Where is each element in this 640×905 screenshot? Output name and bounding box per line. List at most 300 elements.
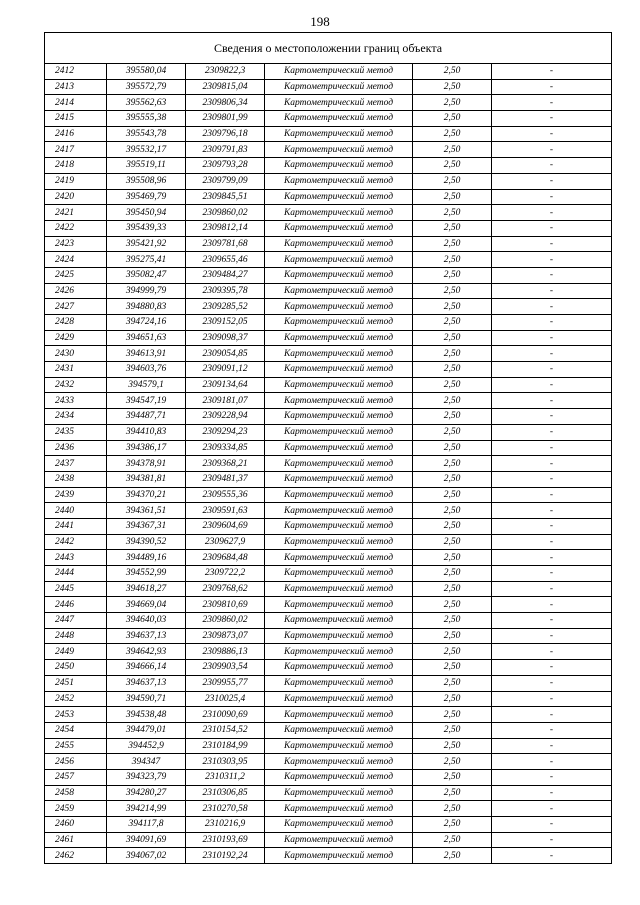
coordinate-y-cell: 2309796,18 xyxy=(186,126,265,142)
description-cell: - xyxy=(492,817,612,833)
coordinate-y-cell: 2309655,46 xyxy=(186,252,265,268)
description-cell: - xyxy=(492,722,612,738)
method-cell: Картометрический метод xyxy=(265,769,413,785)
description-cell: - xyxy=(492,315,612,331)
point-number-cell: 2424 xyxy=(45,252,107,268)
method-cell: Картометрический метод xyxy=(265,471,413,487)
description-cell: - xyxy=(492,754,612,770)
method-cell: Картометрический метод xyxy=(265,456,413,472)
coordinate-x-cell: 394489,16 xyxy=(107,550,186,566)
point-number-cell: 2437 xyxy=(45,456,107,472)
description-cell: - xyxy=(492,848,612,863)
method-cell: Картометрический метод xyxy=(265,581,413,597)
method-cell: Картометрический метод xyxy=(265,817,413,833)
table-row xyxy=(45,205,611,221)
description-cell: - xyxy=(492,220,612,236)
description-cell: - xyxy=(492,628,612,644)
method-cell: Картометрический метод xyxy=(265,707,413,723)
accuracy-cell: 2,50 xyxy=(413,848,492,863)
coordinate-y-cell: 2310025,4 xyxy=(186,691,265,707)
table-row xyxy=(45,283,611,299)
method-cell: Картометрический метод xyxy=(265,252,413,268)
point-number-cell: 2422 xyxy=(45,220,107,236)
accuracy-cell: 2,50 xyxy=(413,644,492,660)
accuracy-cell: 2,50 xyxy=(413,220,492,236)
description-cell: - xyxy=(492,769,612,785)
point-number-cell: 2447 xyxy=(45,613,107,629)
accuracy-cell: 2,50 xyxy=(413,205,492,221)
method-cell: Картометрический метод xyxy=(265,534,413,550)
accuracy-cell: 2,50 xyxy=(413,660,492,676)
coordinate-y-cell: 2309181,07 xyxy=(186,393,265,409)
coordinate-y-cell: 2309810,69 xyxy=(186,597,265,613)
coordinate-y-cell: 2309791,83 xyxy=(186,142,265,158)
coordinate-x-cell: 394323,79 xyxy=(107,769,186,785)
coordinate-y-cell: 2309860,02 xyxy=(186,205,265,221)
description-cell: - xyxy=(492,362,612,378)
method-cell: Картометрический метод xyxy=(265,487,413,503)
description-cell: - xyxy=(492,95,612,111)
point-number-cell: 2421 xyxy=(45,205,107,221)
point-number-cell: 2414 xyxy=(45,95,107,111)
coordinate-y-cell: 2309228,94 xyxy=(186,409,265,425)
coordinate-x-cell: 394642,93 xyxy=(107,644,186,660)
description-cell: - xyxy=(492,189,612,205)
coordinate-x-cell: 394651,63 xyxy=(107,330,186,346)
accuracy-cell: 2,50 xyxy=(413,424,492,440)
boundary-table-frame xyxy=(44,32,612,864)
method-cell: Картометрический метод xyxy=(265,691,413,707)
table-row xyxy=(45,330,611,346)
description-cell: - xyxy=(492,660,612,676)
coordinate-x-cell: 394378,91 xyxy=(107,456,186,472)
table-row xyxy=(45,456,611,472)
accuracy-cell: 2,50 xyxy=(413,95,492,111)
coordinate-x-cell: 394381,81 xyxy=(107,471,186,487)
accuracy-cell: 2,50 xyxy=(413,613,492,629)
coordinate-x-cell: 394637,13 xyxy=(107,675,186,691)
coordinate-y-cell: 2309860,02 xyxy=(186,613,265,629)
point-number-cell: 2458 xyxy=(45,785,107,801)
point-number-cell: 2450 xyxy=(45,660,107,676)
point-number-cell: 2436 xyxy=(45,440,107,456)
coordinate-x-cell: 394091,69 xyxy=(107,832,186,848)
point-number-cell: 2431 xyxy=(45,362,107,378)
coordinate-x-cell: 394590,71 xyxy=(107,691,186,707)
accuracy-cell: 2,50 xyxy=(413,126,492,142)
method-cell: Картометрический метод xyxy=(265,283,413,299)
table-row xyxy=(45,566,611,582)
coordinate-x-cell: 395508,96 xyxy=(107,173,186,189)
description-cell: - xyxy=(492,142,612,158)
coordinate-x-cell: 394410,83 xyxy=(107,424,186,440)
point-number-cell: 2461 xyxy=(45,832,107,848)
coordinate-y-cell: 2309152,05 xyxy=(186,315,265,331)
coordinate-x-cell: 395275,41 xyxy=(107,252,186,268)
description-cell: - xyxy=(492,581,612,597)
table-row xyxy=(45,64,611,79)
description-cell: - xyxy=(492,738,612,754)
description-cell: - xyxy=(492,518,612,534)
table-row xyxy=(45,111,611,127)
coordinate-x-cell: 394552,99 xyxy=(107,566,186,582)
coordinate-y-cell: 2309334,85 xyxy=(186,440,265,456)
coordinate-y-cell: 2309873,07 xyxy=(186,628,265,644)
point-number-cell: 2412 xyxy=(45,64,107,79)
coordinate-y-cell: 2309285,52 xyxy=(186,299,265,315)
description-cell: - xyxy=(492,644,612,660)
method-cell: Картометрический метод xyxy=(265,801,413,817)
coordinate-y-cell: 2309812,14 xyxy=(186,220,265,236)
point-number-cell: 2459 xyxy=(45,801,107,817)
accuracy-cell: 2,50 xyxy=(413,393,492,409)
coordinate-x-cell: 394452,9 xyxy=(107,738,186,754)
table-row xyxy=(45,362,611,378)
coordinate-y-cell: 2310270,58 xyxy=(186,801,265,817)
table-row xyxy=(45,315,611,331)
coordinate-x-cell: 394637,13 xyxy=(107,628,186,644)
table-row xyxy=(45,189,611,205)
table-row xyxy=(45,691,611,707)
table-row xyxy=(45,79,611,95)
table-row xyxy=(45,754,611,770)
description-cell: - xyxy=(492,205,612,221)
accuracy-cell: 2,50 xyxy=(413,471,492,487)
point-number-cell: 2445 xyxy=(45,581,107,597)
point-number-cell: 2416 xyxy=(45,126,107,142)
point-number-cell: 2415 xyxy=(45,111,107,127)
method-cell: Картометрический метод xyxy=(265,440,413,456)
page-number: 198 xyxy=(310,14,330,29)
accuracy-cell: 2,50 xyxy=(413,173,492,189)
point-number-cell: 2426 xyxy=(45,283,107,299)
point-number-cell: 2457 xyxy=(45,769,107,785)
description-cell: - xyxy=(492,597,612,613)
description-cell: - xyxy=(492,283,612,299)
coordinate-x-cell: 394579,1 xyxy=(107,377,186,393)
point-number-cell: 2434 xyxy=(45,409,107,425)
accuracy-cell: 2,50 xyxy=(413,267,492,283)
description-cell: - xyxy=(492,832,612,848)
accuracy-cell: 2,50 xyxy=(413,158,492,174)
method-cell: Картометрический метод xyxy=(265,738,413,754)
point-number-cell: 2432 xyxy=(45,377,107,393)
method-cell: Картометрический метод xyxy=(265,675,413,691)
coordinate-y-cell: 2309806,34 xyxy=(186,95,265,111)
accuracy-cell: 2,50 xyxy=(413,252,492,268)
table-row xyxy=(45,722,611,738)
method-cell: Картометрический метод xyxy=(265,205,413,221)
coordinate-x-cell: 394361,51 xyxy=(107,503,186,519)
coordinate-y-cell: 2310216,9 xyxy=(186,817,265,833)
coordinate-y-cell: 2310303,95 xyxy=(186,754,265,770)
description-cell: - xyxy=(492,158,612,174)
coordinate-x-cell: 394669,04 xyxy=(107,597,186,613)
accuracy-cell: 2,50 xyxy=(413,189,492,205)
table-row xyxy=(45,393,611,409)
coordinate-x-cell: 394618,27 xyxy=(107,581,186,597)
coordinate-y-cell: 2310184,99 xyxy=(186,738,265,754)
coordinate-x-cell: 394386,17 xyxy=(107,440,186,456)
accuracy-cell: 2,50 xyxy=(413,299,492,315)
coordinate-x-cell: 394603,76 xyxy=(107,362,186,378)
coordinate-x-cell: 394367,31 xyxy=(107,518,186,534)
method-cell: Картометрический метод xyxy=(265,722,413,738)
accuracy-cell: 2,50 xyxy=(413,111,492,127)
coordinate-y-cell: 2309955,77 xyxy=(186,675,265,691)
description-cell: - xyxy=(492,409,612,425)
method-cell: Картометрический метод xyxy=(265,158,413,174)
point-number-cell: 2417 xyxy=(45,142,107,158)
description-cell: - xyxy=(492,440,612,456)
coordinate-y-cell: 2309886,13 xyxy=(186,644,265,660)
method-cell: Картометрический метод xyxy=(265,315,413,331)
description-cell: - xyxy=(492,675,612,691)
accuracy-cell: 2,50 xyxy=(413,346,492,362)
coordinate-x-cell: 394666,14 xyxy=(107,660,186,676)
description-cell: - xyxy=(492,566,612,582)
point-number-cell: 2413 xyxy=(45,79,107,95)
point-number-cell: 2418 xyxy=(45,158,107,174)
coordinate-y-cell: 2309134,64 xyxy=(186,377,265,393)
table-row xyxy=(45,518,611,534)
point-number-cell: 2429 xyxy=(45,330,107,346)
description-cell: - xyxy=(492,252,612,268)
table-row xyxy=(45,613,611,629)
table-row xyxy=(45,550,611,566)
table-row xyxy=(45,785,611,801)
coordinate-x-cell: 394479,01 xyxy=(107,722,186,738)
point-number-cell: 2462 xyxy=(45,848,107,863)
description-cell: - xyxy=(492,487,612,503)
method-cell: Картометрический метод xyxy=(265,267,413,283)
table-row xyxy=(45,487,611,503)
coordinate-x-cell: 394487,71 xyxy=(107,409,186,425)
description-cell: - xyxy=(492,691,612,707)
table-row xyxy=(45,801,611,817)
method-cell: Картометрический метод xyxy=(265,832,413,848)
point-number-cell: 2449 xyxy=(45,644,107,660)
table-row xyxy=(45,534,611,550)
method-cell: Картометрический метод xyxy=(265,173,413,189)
method-cell: Картометрический метод xyxy=(265,550,413,566)
coordinate-x-cell: 394538,48 xyxy=(107,707,186,723)
coordinate-x-cell: 394880,83 xyxy=(107,299,186,315)
accuracy-cell: 2,50 xyxy=(413,769,492,785)
table-row xyxy=(45,817,611,833)
table-row xyxy=(45,126,611,142)
description-cell: - xyxy=(492,613,612,629)
description-cell: - xyxy=(492,126,612,142)
description-cell: - xyxy=(492,785,612,801)
description-cell: - xyxy=(492,377,612,393)
table-row xyxy=(45,628,611,644)
description-cell: - xyxy=(492,267,612,283)
coordinate-x-cell: 395532,17 xyxy=(107,142,186,158)
coordinate-y-cell: 2310311,2 xyxy=(186,769,265,785)
method-cell: Картометрический метод xyxy=(265,424,413,440)
accuracy-cell: 2,50 xyxy=(413,440,492,456)
method-cell: Картометрический метод xyxy=(265,393,413,409)
table-row xyxy=(45,769,611,785)
accuracy-cell: 2,50 xyxy=(413,518,492,534)
accuracy-cell: 2,50 xyxy=(413,597,492,613)
coordinate-x-cell: 395555,38 xyxy=(107,111,186,127)
coordinate-y-cell: 2309054,85 xyxy=(186,346,265,362)
accuracy-cell: 2,50 xyxy=(413,722,492,738)
table-row xyxy=(45,346,611,362)
accuracy-cell: 2,50 xyxy=(413,362,492,378)
method-cell: Картометрический метод xyxy=(265,236,413,252)
coordinate-y-cell: 2309098,37 xyxy=(186,330,265,346)
coordinate-x-cell: 394613,91 xyxy=(107,346,186,362)
table-row xyxy=(45,424,611,440)
table-row xyxy=(45,503,611,519)
coordinate-x-cell: 394724,16 xyxy=(107,315,186,331)
method-cell: Картометрический метод xyxy=(265,566,413,582)
coordinate-x-cell: 395421,92 xyxy=(107,236,186,252)
method-cell: Картометрический метод xyxy=(265,597,413,613)
coordinate-y-cell: 2309484,27 xyxy=(186,267,265,283)
method-cell: Картометрический метод xyxy=(265,362,413,378)
accuracy-cell: 2,50 xyxy=(413,801,492,817)
method-cell: Картометрический метод xyxy=(265,220,413,236)
accuracy-cell: 2,50 xyxy=(413,754,492,770)
method-cell: Картометрический метод xyxy=(265,660,413,676)
coordinate-y-cell: 2309481,37 xyxy=(186,471,265,487)
table-row xyxy=(45,832,611,848)
method-cell: Картометрический метод xyxy=(265,518,413,534)
coordinate-y-cell: 2309793,28 xyxy=(186,158,265,174)
method-cell: Картометрический метод xyxy=(265,785,413,801)
coordinate-y-cell: 2309604,69 xyxy=(186,518,265,534)
point-number-cell: 2444 xyxy=(45,566,107,582)
accuracy-cell: 2,50 xyxy=(413,456,492,472)
coordinate-x-cell: 395572,79 xyxy=(107,79,186,95)
description-cell: - xyxy=(492,503,612,519)
table-row xyxy=(45,236,611,252)
description-cell: - xyxy=(492,801,612,817)
coordinate-x-cell: 394214,99 xyxy=(107,801,186,817)
coordinate-x-cell: 394347 xyxy=(107,754,186,770)
description-cell: - xyxy=(492,330,612,346)
accuracy-cell: 2,50 xyxy=(413,236,492,252)
table-row xyxy=(45,675,611,691)
accuracy-cell: 2,50 xyxy=(413,142,492,158)
coordinate-x-cell: 394547,19 xyxy=(107,393,186,409)
accuracy-cell: 2,50 xyxy=(413,64,492,79)
table-row xyxy=(45,707,611,723)
point-number-cell: 2439 xyxy=(45,487,107,503)
coordinate-y-cell: 2309768,62 xyxy=(186,581,265,597)
method-cell: Картометрический метод xyxy=(265,111,413,127)
table-row xyxy=(45,95,611,111)
accuracy-cell: 2,50 xyxy=(413,566,492,582)
table-row xyxy=(45,377,611,393)
coordinate-y-cell: 2310154,52 xyxy=(186,722,265,738)
method-cell: Картометрический метод xyxy=(265,142,413,158)
method-cell: Картометрический метод xyxy=(265,95,413,111)
coordinate-y-cell: 2309368,21 xyxy=(186,456,265,472)
coordinate-y-cell: 2309591,63 xyxy=(186,503,265,519)
table-row xyxy=(45,299,611,315)
table-row xyxy=(45,660,611,676)
method-cell: Картометрический метод xyxy=(265,644,413,660)
table-row xyxy=(45,267,611,283)
coordinate-y-cell: 2309822,3 xyxy=(186,64,265,79)
point-number-cell: 2460 xyxy=(45,817,107,833)
coordinate-y-cell: 2309781,68 xyxy=(186,236,265,252)
description-cell: - xyxy=(492,424,612,440)
method-cell: Картометрический метод xyxy=(265,628,413,644)
accuracy-cell: 2,50 xyxy=(413,315,492,331)
description-cell: - xyxy=(492,79,612,95)
point-number-cell: 2425 xyxy=(45,267,107,283)
point-number-cell: 2452 xyxy=(45,691,107,707)
point-number-cell: 2423 xyxy=(45,236,107,252)
accuracy-cell: 2,50 xyxy=(413,675,492,691)
method-cell: Картометрический метод xyxy=(265,613,413,629)
coordinate-y-cell: 2309799,09 xyxy=(186,173,265,189)
method-cell: Картометрический метод xyxy=(265,64,413,79)
method-cell: Картометрический метод xyxy=(265,189,413,205)
point-number-cell: 2435 xyxy=(45,424,107,440)
coordinate-y-cell: 2310193,69 xyxy=(186,832,265,848)
description-cell: - xyxy=(492,299,612,315)
description-cell: - xyxy=(492,236,612,252)
point-number-cell: 2451 xyxy=(45,675,107,691)
coordinate-y-cell: 2309815,04 xyxy=(186,79,265,95)
coordinate-x-cell: 394999,79 xyxy=(107,283,186,299)
coordinate-y-cell: 2309722,2 xyxy=(186,566,265,582)
table-row xyxy=(45,848,611,863)
accuracy-cell: 2,50 xyxy=(413,409,492,425)
accuracy-cell: 2,50 xyxy=(413,79,492,95)
description-cell: - xyxy=(492,471,612,487)
coordinate-y-cell: 2310090,69 xyxy=(186,707,265,723)
point-number-cell: 2443 xyxy=(45,550,107,566)
accuracy-cell: 2,50 xyxy=(413,487,492,503)
accuracy-cell: 2,50 xyxy=(413,832,492,848)
method-cell: Картометрический метод xyxy=(265,848,413,863)
point-number-cell: 2440 xyxy=(45,503,107,519)
point-number-cell: 2454 xyxy=(45,722,107,738)
coordinate-y-cell: 2309395,78 xyxy=(186,283,265,299)
table-body xyxy=(45,64,611,863)
accuracy-cell: 2,50 xyxy=(413,785,492,801)
description-cell: - xyxy=(492,456,612,472)
accuracy-cell: 2,50 xyxy=(413,503,492,519)
point-number-cell: 2442 xyxy=(45,534,107,550)
coordinate-x-cell: 394067,02 xyxy=(107,848,186,863)
accuracy-cell: 2,50 xyxy=(413,691,492,707)
method-cell: Картометрический метод xyxy=(265,409,413,425)
table-row xyxy=(45,738,611,754)
description-cell: - xyxy=(492,346,612,362)
table-row xyxy=(45,581,611,597)
coordinate-x-cell: 394640,03 xyxy=(107,613,186,629)
coordinate-y-cell: 2309801,99 xyxy=(186,111,265,127)
coordinate-x-cell: 395519,11 xyxy=(107,158,186,174)
point-number-cell: 2430 xyxy=(45,346,107,362)
coordinate-x-cell: 395580,04 xyxy=(107,64,186,79)
accuracy-cell: 2,50 xyxy=(413,817,492,833)
table-row xyxy=(45,409,611,425)
accuracy-cell: 2,50 xyxy=(413,581,492,597)
method-cell: Картометрический метод xyxy=(265,377,413,393)
coordinate-x-cell: 395439,33 xyxy=(107,220,186,236)
description-cell: - xyxy=(492,534,612,550)
